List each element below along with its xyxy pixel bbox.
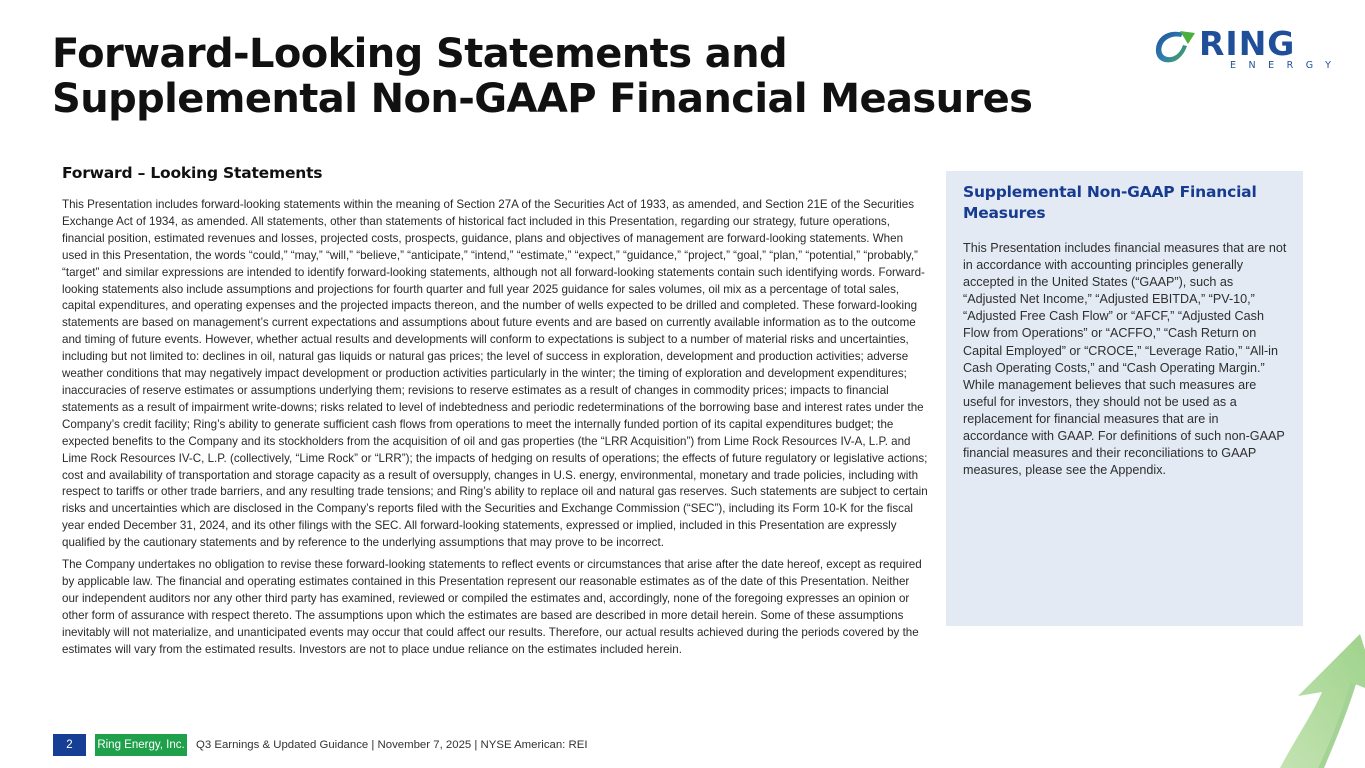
forward-looking-statements-section (62, 164, 928, 658)
footer-text: Q3 Earnings & Updated Guidance | November 7, 2025 | NYSE American: REI (196, 739, 588, 751)
slide-title (52, 32, 1032, 122)
logo-wordmark: RING (1199, 24, 1296, 63)
slide-title-line-2: Supplemental Non-GAAP Financial Measures (52, 76, 1033, 122)
slide-title-line-1: Forward-Looking Statements and (52, 31, 788, 77)
forward-looking-heading: Forward – Looking Statements (62, 164, 323, 182)
green-up-arrow-icon (1238, 620, 1365, 768)
non-gaap-heading: Supplemental Non-GAAP Financial Measures (963, 183, 1257, 222)
ring-energy-logo (1153, 24, 1344, 75)
non-gaap-body: This Presentation includes financial measures that are not in accordance with accounting principles generally accepted in the United States (“GAAP”), such as “Adjusted Net Income,” “Adjusted EBITDA,” “PV-10,” “Adjusted Free Cash Flow” or “AFCF,” “Adjusted Cash Flow from Operations” or “ACFFO,” “Cash Return on Capital Employed” or “CROCE,” “Leverage Ratio,” “All-in Cash Operating Costs,” and “Cash Operating Margin.” While management believes that such measures are useful for investors, they should not be used as a replacement for financial measures that are in accordance with GAAP. For definitions of such non-GAAP financial measures and their reconciliations to GAAP measures, please see the Appendix. (963, 241, 1287, 478)
company-badge: Ring Energy, Inc. (95, 734, 187, 756)
forward-looking-paragraph-1: This Presentation includes forward-looking statements within the meaning of Section 27A of the Securities Act of 1933, as amended, and Section 21E of the Securities Exchange Act of 1934, as amended. All statements, other than statements of historical fact included in this Presentation, regarding our strategy, future operations, financial position, estimated revenues and losses, projected costs, prospects, guidance, plans and objectives of management are forward-looking statements. When used in this Presentation, the words “could,” “may,” “will,” “believe,” “anticipate,” “intend,” “estimate,” “expect,” “guidance,” “project,” “goal,” “plan,” “potential,” “probably,” “target” and similar expressions are intended to identify forward-looking statements, although not all forward-looking statements contain such identifying words. Forward-looking statements also include assumptions and projections for fourth quarter and full year 2025 guidance for sales volumes, oil mix as a percentage of total sales, capital expenditures, and operating expenses and the projected impacts thereon, and the number of wells expected to be drilled and completed. These forward-looking statements are based on management’s current expectations and assumptions about future events and are based on currently available information as to the outcome and timing of future events. However, whether actual results and developments will conform to expectations is subject to a number of material risks and uncertainties, including but not limited to: declines in oil, natural gas liquids or natural gas prices; the level of success in exploration, development and production activities; adverse weather conditions that may negatively impact development or production activities particularly in the winter; the timing of exploration and development expenditures; inaccuracies of reserve estimates or assumptions underlying them; revisions to reserve estimates as a result of changes in commodity prices; impacts to financial statements as a result of impairment write-downs; risks related to level of indebtedness and periodic redeterminations of the borrowing base and interest rates under the Company’s credit facility; Ring’s ability to generate sufficient cash flows from operations to meet the internally funded portion of its capital expenditures budget; the expected benefits to the Company and its stockholders from the acquisition of oil and gas properties (the “LRR Acquisition”) from Lime Rock Resources IV-A, L.P. and Lime Rock Resources IV-C, L.P. (collectively, “Lime Rock” or “LRR”); the impacts of hedging on results of operations; the effects of future regulatory or legislative actions; cost and availability of transportation and storage capacity as a result of oversupply, changes in U.S. energy, environmental, monetary and trade policies, including with respect to tariffs or other trade barriers, and any resulting trade tensions; and Ring’s ability to replace oil and natural gas reserves. Such statements are subject to certain risks and uncertainties which are disclosed in the Company’s reports filed with the Securities and Exchange Commission (“SEC”), including its Form 10-K for the fiscal year ended December 31, 2024, and its other filings with the SEC. All forward-looking statements, expressed or implied, included in this Presentation are expressly qualified by the cautionary statements and by reference to the underlying assumptions that may prove to be incorrect. (62, 198, 928, 550)
page-number-badge: 2 (53, 734, 86, 756)
ring-swoosh-arrow-icon (1153, 27, 1199, 69)
logo-subtitle: ENERGY (1230, 60, 1344, 71)
forward-looking-paragraph-2: The Company undertakes no obligation to revise these forward-looking statements to reflect events or circumstances that arise after the date hereof, except as required by applicable law. The financial and operating estimates contained in this Presentation represent our reasonable estimates as of the date of this Presentation. Neither our independent auditors nor any other third party has examined, reviewed or compiled the estimates and, accordingly, none of the foregoing expresses an opinion or other form of assurance with respect thereto. The assumptions upon which the estimates are based are described in more detail herein. Some of these assumptions inevitably will not materialize, and unanticipated events may occur that could affect our results. Therefore, our actual results achieved during the periods covered by the estimates will vary from the estimated results. Investors are not to place undue reliance on the estimates included herein. (62, 558, 922, 656)
slide-footer (53, 734, 588, 756)
non-gaap-panel (946, 171, 1303, 626)
